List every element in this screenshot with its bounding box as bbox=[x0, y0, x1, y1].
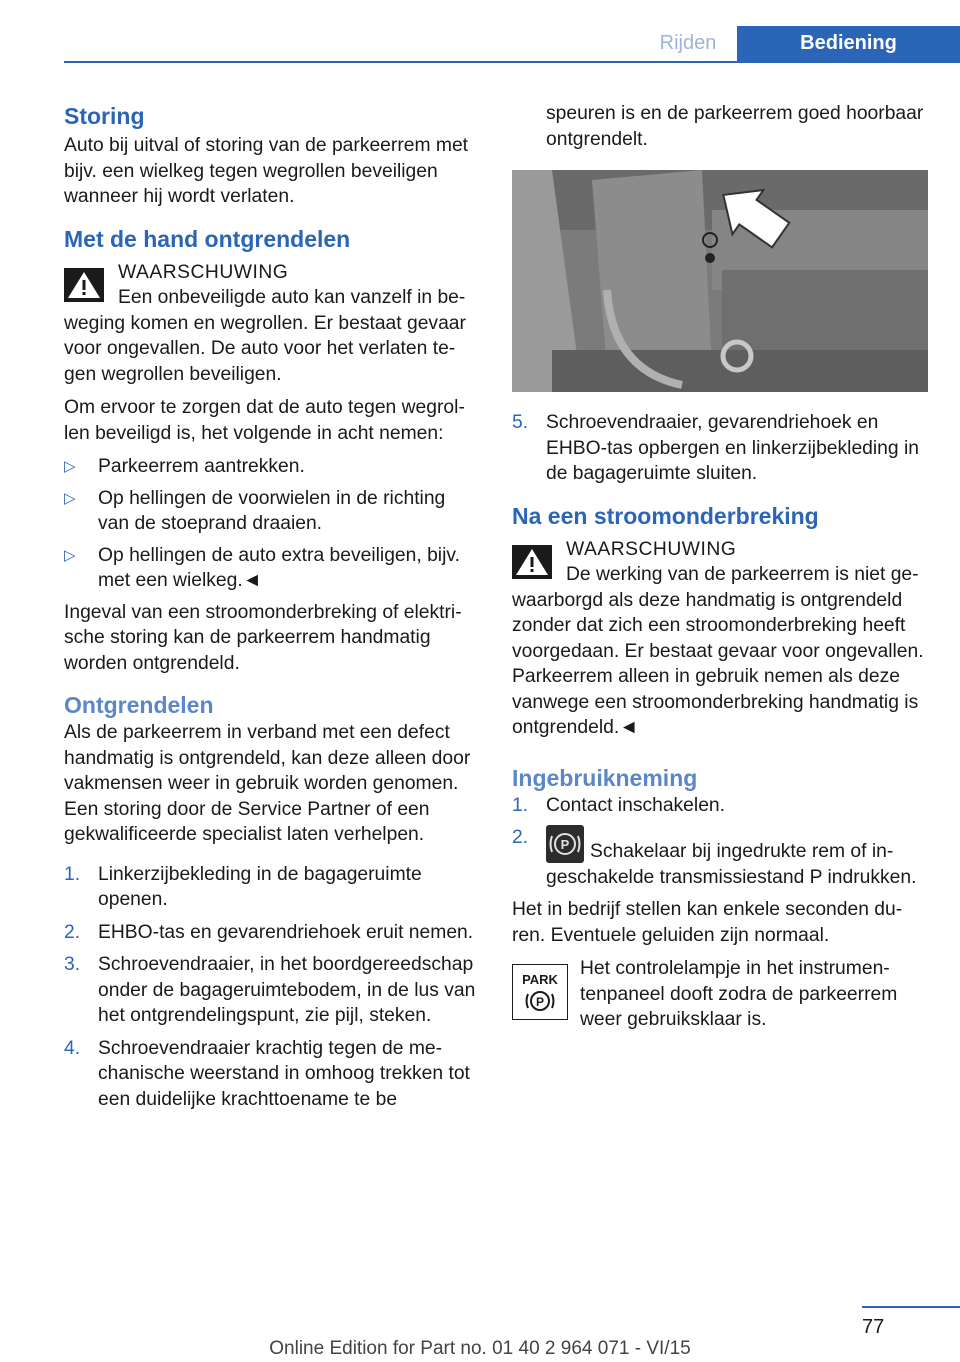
page-number: 77 bbox=[862, 1316, 885, 1338]
heading-ingebruikneming: Ingebruikneming bbox=[512, 764, 698, 791]
header-tabs bbox=[639, 26, 960, 61]
ing-steps-list bbox=[512, 793, 928, 891]
triangle-bullet-icon: ▷ bbox=[64, 489, 76, 507]
storing-text: Auto bij uitval of storing van de parkeerrem met bijv. een wielkeg tegen wegrollen beveiligen wanneer hij wordt verlaten. bbox=[64, 135, 469, 207]
step-item: 3. Schroevendraaier, in het boordgereedschap onder de bagageruimtebodem, in de lus van het ontgrendelingspunt, zie pijl, steken. bbox=[64, 954, 476, 1026]
park-icon-label: PARK bbox=[522, 972, 558, 987]
edition-footer: Online Edition for Part no. 01 40 2 964 071 - VI/15 bbox=[269, 1338, 691, 1359]
step-item: 2. P Schakelaar bij ingedrukte rem of ingeschakelde transmissiestand P indrukken. bbox=[512, 827, 917, 888]
triangle-bullet-icon: ▷ bbox=[64, 458, 76, 475]
svg-text:P: P bbox=[560, 837, 570, 852]
svg-text:P: P bbox=[535, 995, 545, 1009]
intro-text: Om ervoor te zorgen dat de auto tegen wegrollen beveiligd is, het volgende in acht nemen: bbox=[64, 397, 465, 444]
list-item: ▷ Op hellingen de auto extra beveiligen, bijv. met een wielkeg.◄ bbox=[64, 544, 460, 591]
parking-brake-button-icon bbox=[546, 825, 584, 863]
step-item: 1. Contact inschakelen. bbox=[512, 794, 725, 816]
tab-bediening[interactable]: Bediening bbox=[737, 26, 960, 61]
heading-met-de-hand: Met de hand ontgrendelen bbox=[64, 225, 351, 252]
warning-text: De werking van de parkeerrem is niet gewaarborgd als deze handmatig is ontgrendeld zonder dat zich een stroomonderbreking heeft voorgedaan. Er bestaat gevaar voor ongevallen. Parkeerrem alleen in gebruik nemen als deze vanwege een stroomonderbreking handmatig is ontgrendeld.◄ bbox=[512, 564, 924, 738]
fault-text: Ingeval van een stroomonderbreking of elektrische storing kan de parkeerrem handmatig worden ontgrendeld. bbox=[64, 601, 462, 674]
continued-text: speuren is en de parkeerrem goed hoorbaar ontgrendelt. bbox=[546, 103, 924, 150]
park-indicator-row bbox=[512, 956, 928, 1033]
duration-text: Het in bedrijf stellen kan enkele seconden duren. Eventuele geluiden zijn normaal. bbox=[512, 899, 903, 946]
list-item: ▷ Parkeerrem aantrekken. bbox=[64, 454, 478, 480]
right-column bbox=[512, 101, 928, 1033]
warning-title: WAARSCHUWING bbox=[118, 261, 289, 283]
step-item: 1. Linkerzijbekleding in de bagageruimte openen. bbox=[64, 863, 422, 910]
footer-rule bbox=[862, 1306, 960, 1308]
ontgrendelen-text: Als de parkeerrem in verband met een defect handmatig is ontgrendeld, kan deze alleen door vakmensen weer in gebruik worden genomen. Een storing door de Service Partner of een gekwalificeerde specialist laten verhelpen. bbox=[64, 722, 471, 845]
warning-text: Een onbeveiligde auto kan vanzelf in beweging komen en wegrollen. Er bestaat gevaar voor ongevallen. De auto voor het verlaten tegen wegrollen beveiligen. bbox=[64, 287, 466, 385]
warning-title: WAARSCHUWING bbox=[566, 538, 737, 560]
lamp-text: Het controlelampje in het instrumentenpaneel dooft zodra de parkeerrem weer gebruiksklaar is. bbox=[580, 958, 898, 1030]
step5-list bbox=[512, 410, 928, 487]
header-rule bbox=[64, 61, 960, 63]
heading-storing: Storing bbox=[64, 103, 145, 129]
heading-ontgrendelen: Ontgrendelen bbox=[64, 692, 214, 718]
list-item: ▷ Op hellingen de voorwielen in de richting van de stoeprand draaien. bbox=[64, 487, 446, 534]
left-column bbox=[64, 101, 478, 1119]
trunk-photo bbox=[512, 170, 928, 392]
tab-rijden[interactable]: Rijden bbox=[659, 32, 717, 54]
warning-block bbox=[64, 260, 478, 388]
warning-triangle-icon bbox=[512, 545, 552, 579]
step-item: 4. Schroevendraaier krachtig tegen de mechanische weerstand in omhoog trekken tot een duidelijke krachttoename te be bbox=[64, 1037, 470, 1110]
warning-block bbox=[512, 537, 928, 741]
step-item: 5. Schroevendraaier, gevarendriehoek en EHBO-tas opbergen en linkerzijbekleding in de bagageruimte sluiten. bbox=[512, 412, 919, 484]
heading-stroomonderbreking: Na een stroomonderbreking bbox=[512, 502, 819, 529]
steps-list bbox=[64, 862, 478, 1113]
triangle-bullet-icon: ▷ bbox=[64, 546, 76, 564]
step-item: 2. EHBO-tas en gevarendriehoek eruit nemen. bbox=[64, 921, 474, 943]
warning-triangle-icon bbox=[64, 268, 104, 302]
park-indicator-icon bbox=[512, 964, 568, 1020]
bullet-list bbox=[64, 454, 478, 594]
